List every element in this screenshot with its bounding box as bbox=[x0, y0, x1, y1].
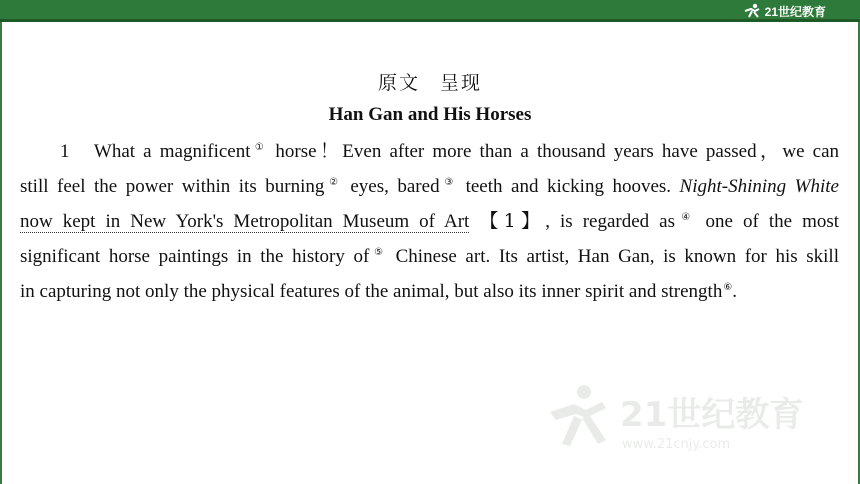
text-run: teeth and kicking hooves. bbox=[457, 176, 680, 197]
paragraph-number: 1 bbox=[60, 141, 70, 162]
runner-logo-icon bbox=[741, 3, 763, 19]
painting-title: Night-Shining White bbox=[679, 176, 839, 197]
text-run: What a magnificent bbox=[93, 141, 251, 162]
annotation-mark-6[interactable]: ⑥ bbox=[723, 281, 733, 293]
section-label bbox=[0, 68, 860, 95]
passage-title: Han Gan and His Horses bbox=[328, 104, 532, 125]
section-label-left: 原文 bbox=[377, 72, 420, 94]
watermark-text: 21世纪教育 bbox=[620, 395, 804, 435]
text-run: in capturing not only the physical features of the animal, but also its inner spirit and strength bbox=[20, 281, 723, 302]
underlined-phrase: now kept in New York's Metropolitan Museum of Art bbox=[20, 211, 470, 232]
section-label-right: 呈现 bbox=[440, 72, 483, 94]
watermark-subtext: www.21cnjy.com bbox=[622, 437, 731, 452]
passage-line-1 bbox=[20, 134, 839, 169]
text-run: one of the most bbox=[695, 211, 840, 232]
text-run: horse！Even after more than a thousand years have passed，we can bbox=[267, 141, 839, 162]
text-run: Chinese art. Its artist, Han Gan, is known for his skill bbox=[387, 246, 839, 267]
header-bar bbox=[0, 0, 860, 22]
annotation-mark-5[interactable]: ⑤ bbox=[370, 246, 387, 258]
watermark-logo bbox=[540, 378, 840, 458]
passage-line-5 bbox=[20, 274, 839, 309]
text-run: eyes, bared bbox=[341, 176, 440, 197]
passage-line-2 bbox=[20, 169, 839, 204]
brand-logo bbox=[741, 2, 826, 20]
text-run: significant horse paintings in the history of bbox=[20, 246, 370, 267]
annotation-mark-2[interactable]: ② bbox=[325, 176, 342, 188]
passage-body bbox=[20, 134, 839, 309]
text-run: . bbox=[732, 281, 738, 302]
text-run: , is regarded as bbox=[545, 211, 676, 232]
annotation-mark-4[interactable]: ④ bbox=[676, 211, 696, 223]
passage-line-3 bbox=[20, 204, 839, 239]
header-stripe bbox=[0, 19, 860, 22]
passage-line-4 bbox=[20, 239, 839, 274]
reference-mark[interactable]: 【1】 bbox=[479, 210, 546, 232]
logo-text: 21世纪教育 bbox=[764, 4, 826, 19]
annotation-mark-1[interactable]: ① bbox=[251, 141, 268, 153]
text-run: still feel the power within its burning bbox=[20, 176, 325, 197]
annotation-mark-3[interactable]: ③ bbox=[440, 176, 458, 188]
